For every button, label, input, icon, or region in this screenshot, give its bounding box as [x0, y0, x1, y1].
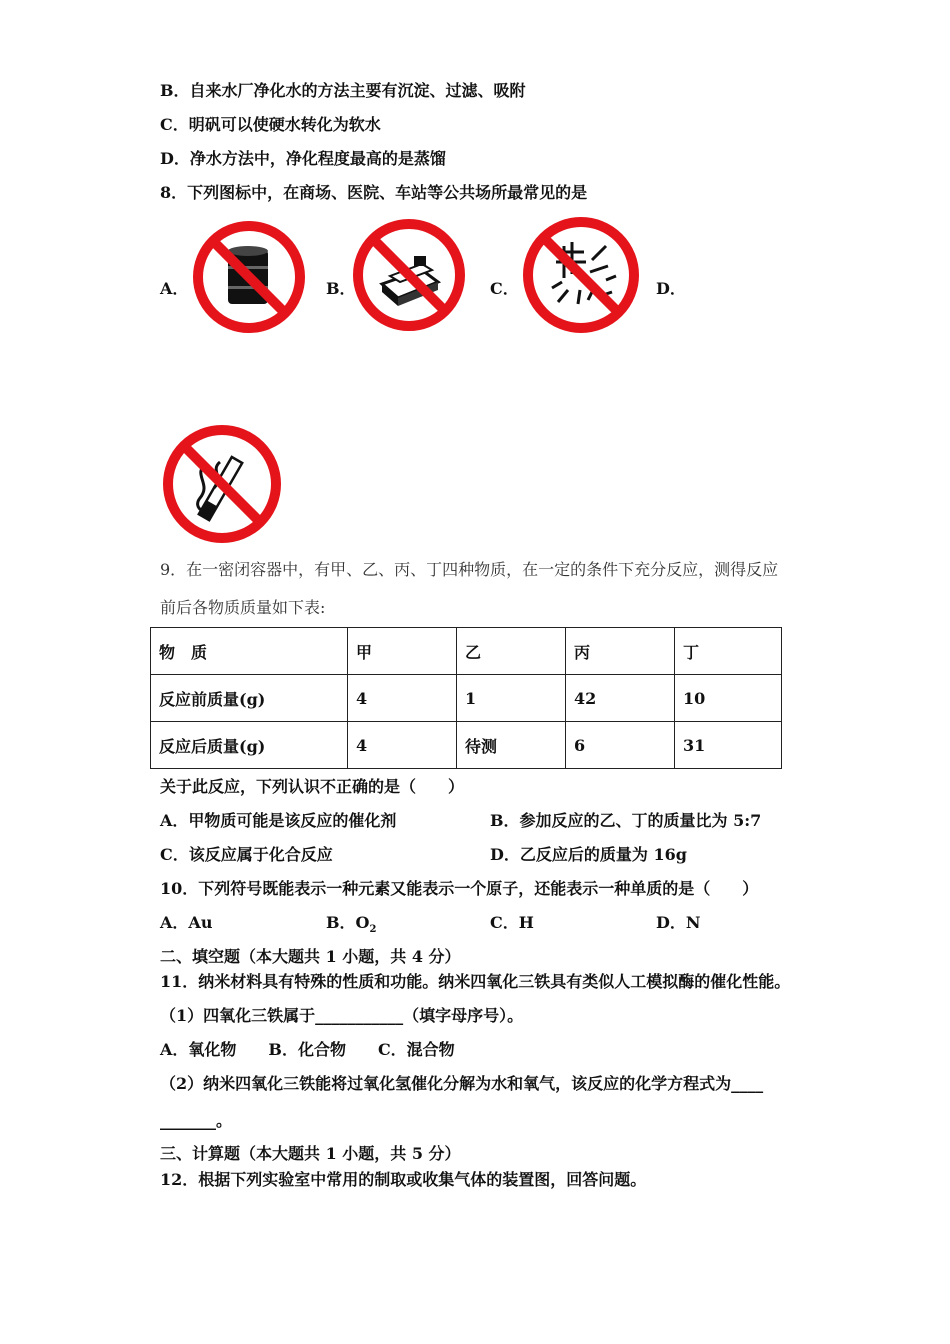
no-smoking-icon [162, 424, 282, 544]
table-header-cell: 乙 [457, 628, 566, 675]
table-header-row [151, 628, 782, 675]
q7-option-d: D．净水方法中，净化程度最高的是蒸馏 [160, 149, 446, 168]
q9-stem-line-2: 前后各物质质量如下表: [160, 598, 326, 617]
table-cell: 6 [566, 722, 675, 769]
table-cell: 4 [348, 675, 457, 722]
q9-option-c: C．该反应属于化合反应 [160, 845, 333, 864]
q10-option-b-subscript: 2 [369, 924, 377, 936]
section-2-heading: 二、填空题（本大题共 1 小题，共 4 分） [160, 947, 461, 966]
q11-part-2-line-1: （2）纳米四氧化三铁能将过氧化氢催化分解为水和氧气，该反应的化学方程式为____ [160, 1074, 764, 1093]
table-row [151, 675, 782, 722]
q9-stem-line-1: 9．在一密闭容器中，有甲、乙、丙、丁四种物质，在一定的条件下充分反应，测得反应 [160, 560, 779, 579]
q7-option-b: B．自来水厂净化水的方法主要有沉淀、过滤、吸附 [160, 81, 526, 100]
no-fireworks-icon [522, 216, 640, 334]
table-cell: 反应后质量(g) [151, 722, 348, 769]
table-cell: 42 [566, 675, 675, 722]
no-matches-icon [352, 218, 466, 332]
q10-stem: 10．下列符号既能表示一种元素又能表示一个原子，还能表示一种单质的是（ ） [160, 879, 759, 898]
q11-stem: 11．纳米材料具有特殊的性质和功能。纳米四氧化三铁具有类似人工模拟酶的催化性能。 [160, 972, 791, 991]
table-cell: 4 [348, 722, 457, 769]
table-cell: 31 [675, 722, 782, 769]
q10-option-b-text: B．O [326, 913, 370, 932]
section-3-heading: 三、计算题（本大题共 1 小题，共 5 分） [160, 1144, 461, 1163]
q9-option-b: B．参加反应的乙、丁的质量比为 5:7 [490, 811, 762, 830]
q9-option-a: A．甲物质可能是该反应的催化剂 [160, 811, 397, 830]
q8-label-a: A． [160, 279, 189, 298]
q7-option-c: C．明矾可以使硬水转化为软水 [160, 115, 381, 134]
q8-label-d: D． [656, 279, 686, 298]
table-header-cell: 丙 [566, 628, 675, 675]
q8-label-c: C． [490, 279, 519, 298]
table-row [151, 722, 782, 769]
q10-option-c: C．H [490, 913, 534, 932]
q11-part-1: （1）四氧化三铁属于___________（填字母序号）。 [160, 1006, 524, 1025]
q8-stem: 8．下列图标中，在商场、医院、车站等公共场所最常见的是 [160, 183, 588, 202]
table-cell: 10 [675, 675, 782, 722]
q12-stem: 12．根据下列实验室中常用的制取或收集气体的装置图，回答问题。 [160, 1170, 647, 1189]
no-flammable-barrel-icon [192, 220, 306, 334]
q9-question: 关于此反应，下列认识不正确的是（ ） [160, 777, 465, 796]
table-header-cell: 甲 [348, 628, 457, 675]
table-cell: 待测 [457, 722, 566, 769]
mass-table [150, 627, 782, 769]
table-cell: 1 [457, 675, 566, 722]
table-cell: 反应前质量(g) [151, 675, 348, 722]
q10-option-a: A．Au [160, 913, 213, 932]
table-header-cell: 丁 [675, 628, 782, 675]
q8-label-b: B． [326, 279, 356, 298]
table-header-cell: 物 质 [151, 628, 348, 675]
q9-option-d: D．乙反应后的质量为 16g [490, 845, 687, 864]
q10-option-d: D．N [656, 913, 701, 932]
q10-option-b [326, 910, 376, 935]
q11-part-1-options: A．氧化物 B．化合物 C．混合物 [160, 1040, 455, 1059]
q11-part-2-line-2: _______。 [160, 1111, 233, 1130]
